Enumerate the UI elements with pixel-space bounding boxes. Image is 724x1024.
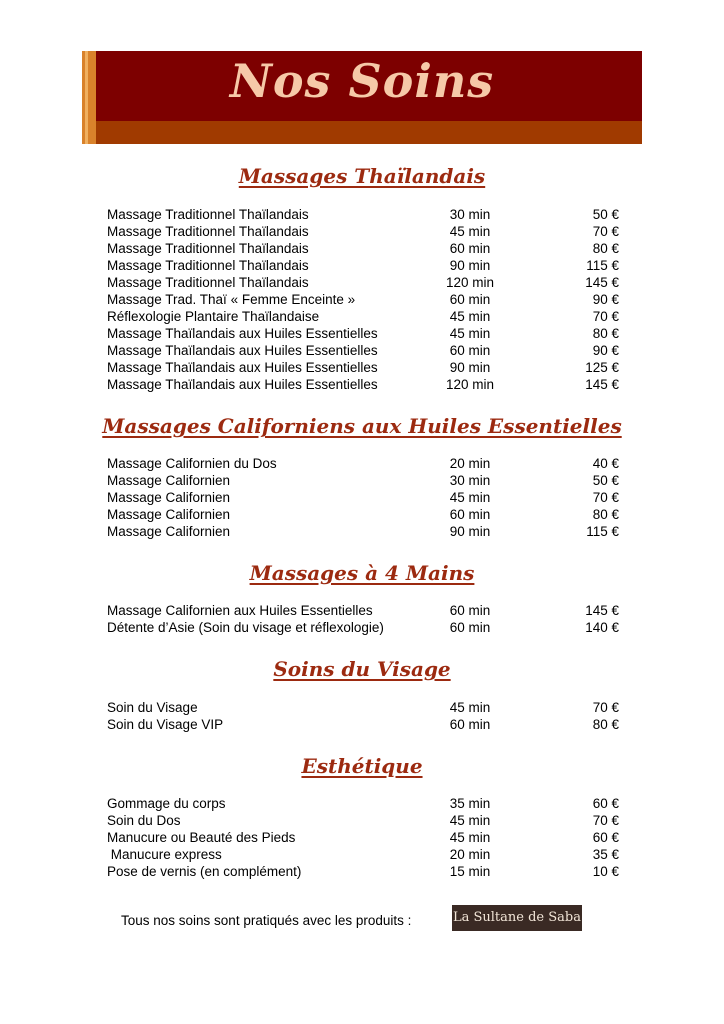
item-price: 60 € <box>592 796 619 811</box>
item-price: 70 € <box>592 700 619 715</box>
item-name: Massage Trad. Thaï « Femme Enceinte » <box>107 292 356 307</box>
brand-logo: La Sultane de Saba <box>452 905 582 931</box>
item-duration: 120 min <box>445 275 495 290</box>
list-item <box>107 206 619 223</box>
item-price: 60 € <box>592 830 619 845</box>
item-name: Massage Thaïlandais aux Huiles Essentielles <box>107 377 378 392</box>
item-price: 145 € <box>585 275 619 290</box>
list-item <box>107 257 619 274</box>
item-price: 35 € <box>592 847 619 862</box>
item-price: 90 € <box>592 343 619 358</box>
item-duration: 60 min <box>449 603 491 618</box>
section-list-face-care <box>107 699 619 733</box>
item-duration: 45 min <box>449 326 491 341</box>
item-name: Massage Traditionnel Thaïlandais <box>107 275 309 290</box>
list-item <box>107 223 619 240</box>
list-item <box>107 602 619 619</box>
item-price: 80 € <box>592 241 619 256</box>
item-name: Massage Californien aux Huiles Essentielles <box>107 603 373 618</box>
item-name: Massage Traditionnel Thaïlandais <box>107 224 309 239</box>
list-item <box>107 472 619 489</box>
list-item <box>107 829 619 846</box>
item-name: Massage Californien du Dos <box>107 456 277 471</box>
item-price: 70 € <box>592 813 619 828</box>
list-item <box>107 795 619 812</box>
item-duration: 45 min <box>449 224 491 239</box>
item-price: 50 € <box>592 473 619 488</box>
item-duration: 30 min <box>449 207 491 222</box>
item-price: 80 € <box>592 717 619 732</box>
item-duration: 20 min <box>449 456 491 471</box>
footer-text: Tous nos soins sont pratiqués avec les produits : <box>121 913 412 928</box>
item-duration: 20 min <box>449 847 491 862</box>
item-name: Massage Traditionnel Thaïlandais <box>107 207 309 222</box>
list-item <box>107 274 619 291</box>
item-name: Manucure ou Beauté des Pieds <box>107 830 296 845</box>
item-duration: 60 min <box>449 620 491 635</box>
list-item <box>107 291 619 308</box>
list-item <box>107 376 619 393</box>
item-name: Massage Thaïlandais aux Huiles Essentielles <box>107 326 378 341</box>
list-item <box>107 308 619 325</box>
section-list-aesthetics <box>107 795 619 880</box>
item-duration: 60 min <box>449 507 491 522</box>
item-duration: 45 min <box>449 700 491 715</box>
list-item <box>107 240 619 257</box>
section-title-thai: Massages Thaïlandais <box>238 164 486 188</box>
list-item <box>107 846 619 863</box>
list-item <box>107 812 619 829</box>
item-price: 50 € <box>592 207 619 222</box>
item-price: 40 € <box>592 456 619 471</box>
item-name: Massage Traditionnel Thaïlandais <box>107 241 309 256</box>
item-price: 125 € <box>585 360 619 375</box>
section-title-aesthetics: Esthétique <box>301 754 423 778</box>
item-price: 70 € <box>592 309 619 324</box>
list-item <box>107 506 619 523</box>
section-title-face-care: Soins du Visage <box>273 657 451 681</box>
item-name: Réflexologie Plantaire Thaïlandaise <box>107 309 320 324</box>
item-price: 115 € <box>586 524 619 539</box>
item-duration: 15 min <box>449 864 491 879</box>
item-duration: 45 min <box>449 813 491 828</box>
item-price: 145 € <box>585 377 619 392</box>
item-duration: 90 min <box>449 360 491 375</box>
list-item <box>107 325 619 342</box>
section-list-four-hands <box>107 602 619 636</box>
section-list-thai <box>107 206 619 393</box>
list-item <box>107 716 619 733</box>
item-duration: 60 min <box>449 292 491 307</box>
item-duration: 120 min <box>445 377 495 392</box>
item-price: 70 € <box>592 490 619 505</box>
list-item <box>107 359 619 376</box>
item-price: 80 € <box>592 507 619 522</box>
item-name: Soin du Visage VIP <box>107 717 224 732</box>
section-list-californian <box>107 455 619 540</box>
item-name: Soin du Visage <box>107 700 198 715</box>
item-price: 115 € <box>586 258 619 273</box>
list-item <box>107 455 619 472</box>
item-name: Massage Californien <box>107 524 231 539</box>
banner-strip <box>82 121 642 144</box>
list-item <box>107 523 619 540</box>
section-title-four-hands: Massages à 4 Mains <box>249 561 475 585</box>
item-price: 10 € <box>592 864 619 879</box>
item-duration: 45 min <box>449 490 491 505</box>
list-item <box>107 619 619 636</box>
item-name: Massage Californien <box>107 507 231 522</box>
item-name: Massage Californien <box>107 473 231 488</box>
item-duration: 30 min <box>449 473 491 488</box>
list-item <box>107 342 619 359</box>
item-name: Massage Californien <box>107 490 231 505</box>
item-price: 70 € <box>592 224 619 239</box>
item-price: 90 € <box>592 292 619 307</box>
item-name: Manucure express <box>107 847 222 862</box>
section-title-californian: Massages Californiens aux Huiles Essentielles <box>102 414 622 438</box>
item-name: Massage Traditionnel Thaïlandais <box>107 258 309 273</box>
item-name: Pose de vernis (en complément) <box>107 864 302 879</box>
item-duration: 45 min <box>449 309 491 324</box>
item-duration: 60 min <box>449 241 491 256</box>
item-price: 145 € <box>585 603 619 618</box>
item-duration: 90 min <box>449 524 491 539</box>
item-duration: 35 min <box>449 796 491 811</box>
item-duration: 60 min <box>449 343 491 358</box>
list-item <box>107 863 619 880</box>
item-duration: 45 min <box>449 830 491 845</box>
item-name: Massage Thaïlandais aux Huiles Essentielles <box>107 343 378 358</box>
item-price: 140 € <box>585 620 619 635</box>
item-duration: 90 min <box>449 258 491 273</box>
item-price: 80 € <box>592 326 619 341</box>
item-name: Massage Thaïlandais aux Huiles Essentielles <box>107 360 378 375</box>
item-duration: 60 min <box>449 717 491 732</box>
item-name: Gommage du corps <box>107 796 226 811</box>
item-name: Soin du Dos <box>107 813 181 828</box>
page-title: Nos Soins <box>229 54 495 108</box>
item-name: Détente d’Asie (Soin du visage et réflexologie) <box>107 620 384 635</box>
list-item <box>107 489 619 506</box>
list-item <box>107 699 619 716</box>
